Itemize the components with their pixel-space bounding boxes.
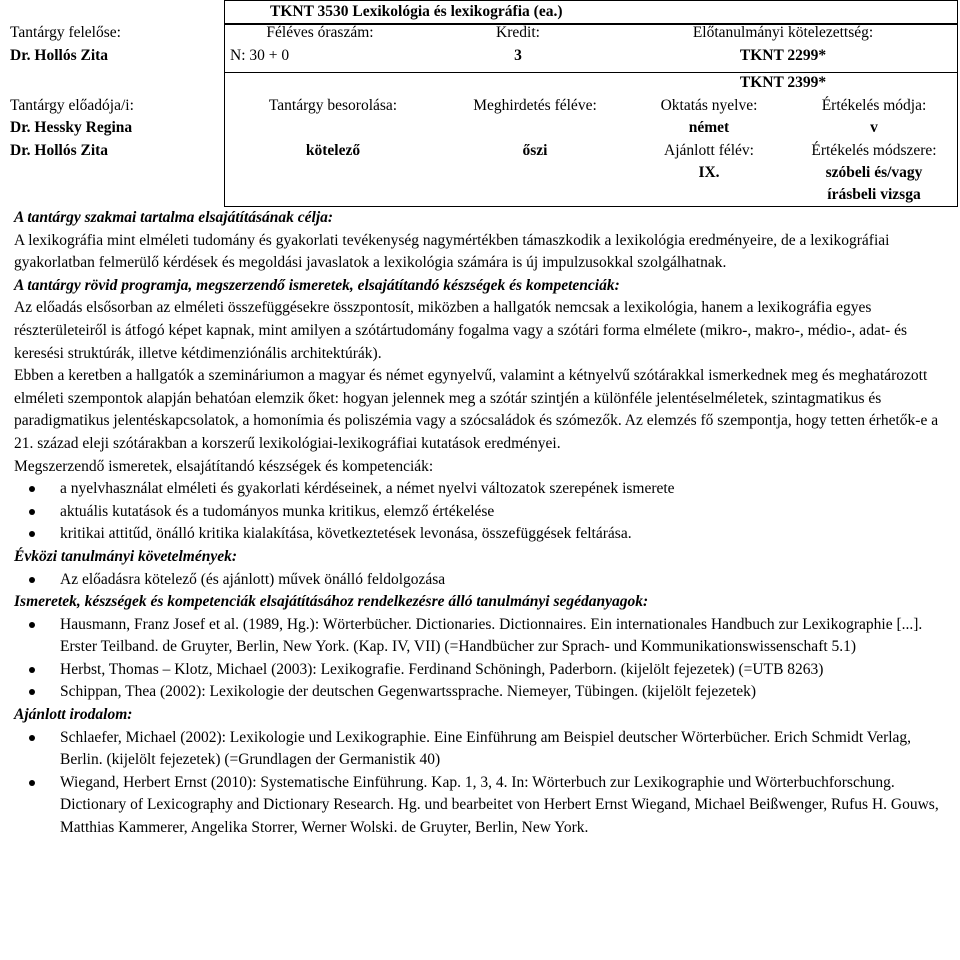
prereq-label: Előtanulmányi kötelezettség: [692, 24, 874, 41]
eval-method-label: Értékelés módszere: [811, 142, 937, 159]
body-content [14, 207, 952, 840]
list-item: Schippan, Thea (2002): Lexikologie der deutschen Gegenwartssprache. Niemeyer, Tübingen. (kijelölt fejezetek) [60, 681, 952, 704]
list-item: Schlaefer, Michael (2002): Lexikologie und Lexikographie. Eine Einführung am Beispiel deutscher Wörterbücher. Erich Schmidt Verlag, Berlin. (kijelölt fejezetek) (=Grundlagen der Germanistik 40) [60, 727, 952, 772]
responsible-label: Tantárgy felelőse: [10, 24, 121, 41]
competence-list [14, 478, 952, 546]
program-paragraph-2: Ebben a keretben a hallgatók a szemináriumon a magyar és német egynyelvű, valamint a kétnyelvű szótárakkal ismerkednek meg és meghatározott elméleti szempontok alapján behatóan elemzik őket: hogyan jelennek meg a szótár szintjén a különféle jelentéselméletek, szintagmatikus és paradigmatikus jelentéskapcsolatok, a homonímia és poliszémia vagy a szócsaládok és szómezők. Az elemzés fő szempontja, hogy tetten érhetők-e a 21. század eleji szótárakban a korszerű lexikológiai-lexikográfiai kutatások eredményei. [14, 367, 939, 452]
lecturer-label: Tantárgy előadója/i: [10, 97, 134, 114]
requirements-heading: Évközi tanulmányi követelmények: [14, 547, 238, 565]
literature-heading: Ajánlott irodalom: [14, 706, 133, 724]
lecturer-name-2: Dr. Hollós Zita [10, 142, 109, 159]
course-title: TKNT 3530 Lexikológia és lexikográfia (ea.) [270, 3, 563, 20]
semester-value: őszi [522, 142, 548, 159]
list-item: Herbst, Thomas – Klotz, Michael (2003): Lexikografie. Ferdinand Schöningh, Paderborn. (kijelölt fejezetek) (=UTB 8263) [60, 659, 952, 682]
classification-label: Tantárgy besorolása: [268, 97, 398, 114]
hours-value: N: 30 + 0 [230, 47, 290, 64]
course-datasheet [8, 0, 958, 960]
prereq-course-1: TKNT 2299* [739, 47, 827, 64]
language-value: német [688, 119, 730, 136]
eval-mode-label: Értékelés módja: [821, 97, 927, 114]
list-item: Az előadásra kötelező (és ajánlott) művek önálló feldolgozása [60, 569, 952, 592]
competence-label: Megszerzendő ismeretek, elsajátítandó készségek és kompetenciák: [14, 457, 434, 475]
eval-mode-value: v [870, 119, 878, 136]
recommended-value: IX. [698, 164, 720, 181]
prereq-course-2: TKNT 2399* [739, 74, 827, 91]
materials-list [14, 614, 952, 704]
materials-heading: Ismeretek, készségek és kompetenciák elsajátításához rendelkezésre álló tanulmányi segédanyagok: [14, 593, 649, 611]
eval-method-value-2: írásbeli vizsga [827, 186, 921, 203]
requirements-list [14, 569, 952, 592]
responsible-name: Dr. Hollós Zita [10, 47, 109, 64]
lecturer-name-1: Dr. Hessky Regina [10, 119, 133, 136]
semester-label: Meghirdetés féléve: [473, 97, 597, 114]
list-item: kritikai attitűd, önálló kritika kialakítása, következtetések levonása, összefüggések feltárása. [60, 523, 952, 546]
list-item: Wiegand, Herbert Ernst (2010): Systematische Einführung. Kap. 1, 3, 4. In: Wörterbuch zur Lexikographie und Wörterbuchforschung. Dictionary of Lexicography and Dictionary Research. Hg. und bearbeitet von Herbert Ernst Wiegand, Michael Beißwenger, Rufus H. Gouws, Matthias Kammerer, Angelika Storrer, Werner Wolski. de Gruyter, Berlin, New York. [60, 772, 952, 840]
classification-value: kötelező [305, 142, 361, 159]
language-label: Oktatás nyelve: [660, 97, 758, 114]
program-heading: A tantárgy rövid programja, megszerzendő ismeretek, elsajátítandó készségek és kompetenciák: [14, 276, 620, 294]
goal-heading: A tantárgy szakmai tartalma elsajátításának célja: [14, 209, 334, 226]
eval-method-value-1: szóbeli és/vagy [825, 164, 923, 181]
list-item: Hausmann, Franz Josef et al. (1989, Hg.): Wörterbücher. Dictionaries. Dictionnaires. Ein internationales Handbuch zur Lexikographie [...]. Erster Teilband. de Gruyter, Berlin, New York. (Kap. IV, VII) (=Handbücher zur Sprach- und Kommunikationswissenschaft 5.1) [60, 614, 952, 659]
recommended-label: Ajánlott félév: [664, 142, 754, 159]
literature-list [14, 727, 952, 840]
program-paragraph-1: Az előadás elsősorban az elméleti összefüggésekre összpontosít, miközben a hallgatók nemcsak a lexikológia, hanem a lexikográfia egyes részterületeiről is átfogó képet kapnak, mint amilyen a szótártudomány fogalma vagy a szótári forma elmélete (mikro-, makro-, médio-, adat- és keresési struktúrák, illetve kétdimenziónális architektúrák). [14, 299, 908, 362]
credit-value: 3 [514, 47, 522, 64]
goal-text: A lexikográfia mint elméleti tudomány és gyakorlati tevékenység nagymértékben támaszkodik a lexikológia eredményeire, de a lexikográfiai gyakorlatban felmerülő kérdések és megoldási javaslatok a lexikológia számára is új impulzusokkal szolgálhatnak. [14, 231, 890, 272]
list-item: aktuális kutatások és a tudományos munka kritikus, elemző értékelése [60, 501, 952, 524]
list-item: a nyelvhasználat elméleti és gyakorlati kérdéseinek, a német nyelvi változatok szerepének ismerete [60, 478, 952, 501]
hours-label: Féléves óraszám: [266, 24, 374, 41]
credit-label: Kredit: [496, 24, 540, 41]
